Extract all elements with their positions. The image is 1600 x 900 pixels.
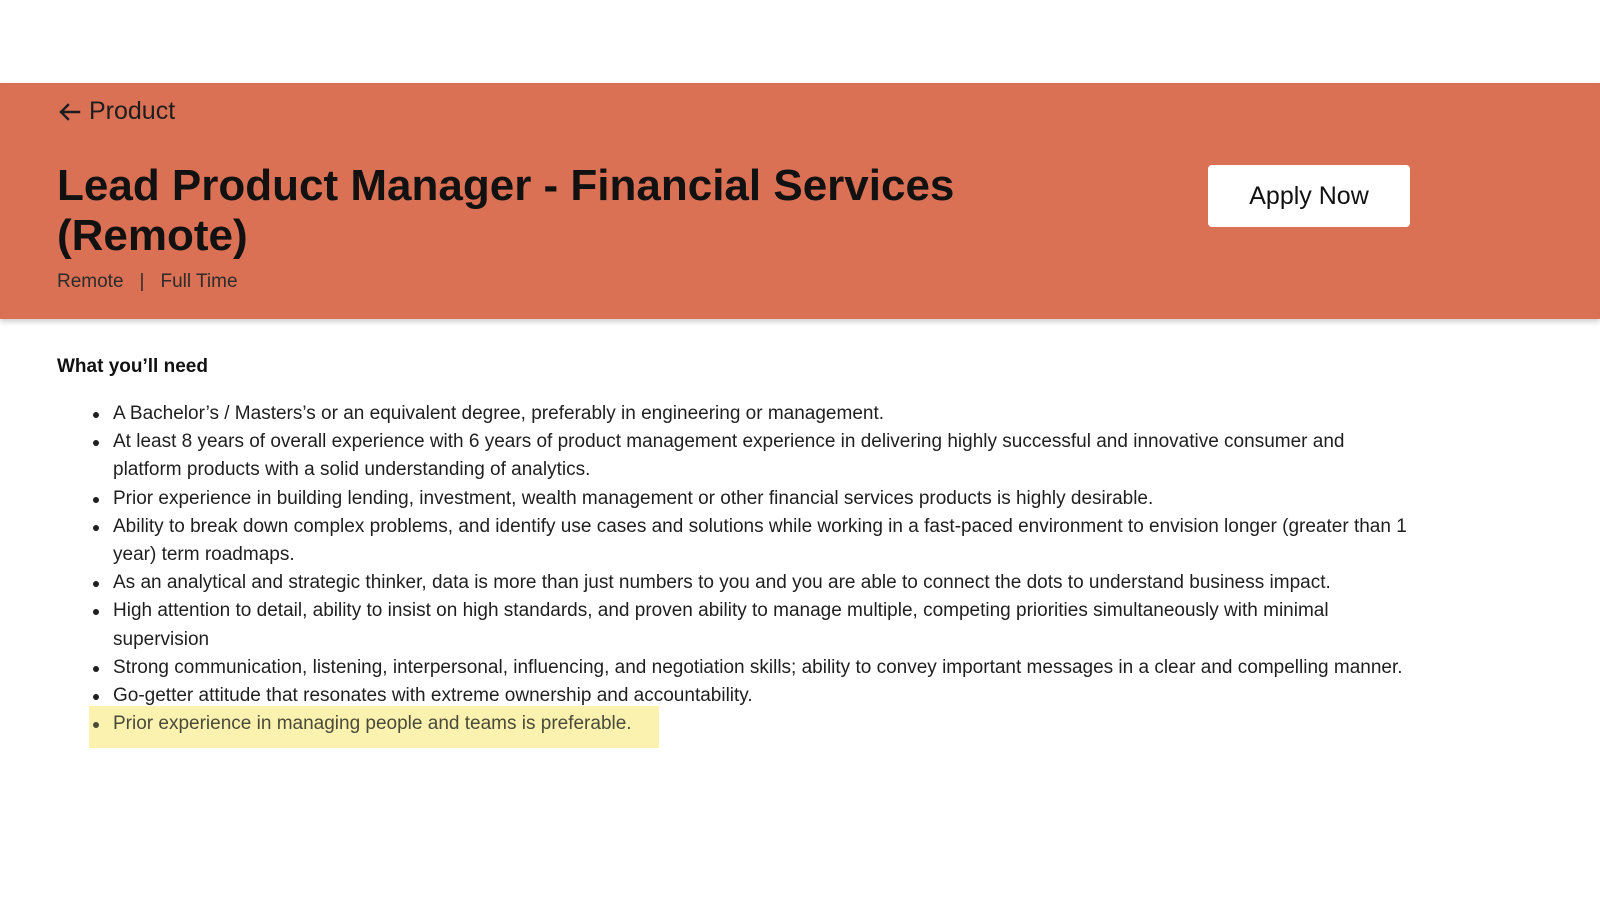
apply-now-button[interactable]: Apply Now — [1208, 165, 1410, 227]
meta-separator: | — [139, 271, 145, 292]
list-item: Prior experience in building lending, investment, wealth management or other financial services products is highly desirable. — [113, 485, 1417, 513]
job-employment-type: Full Time — [160, 271, 238, 292]
job-meta — [57, 271, 238, 293]
job-header-banner — [0, 83, 1600, 319]
back-to-product-link[interactable] — [57, 97, 175, 126]
requirements-list — [57, 400, 1417, 738]
highlighted-item-text: Prior experience in managing people and teams is preferable. — [113, 713, 632, 735]
list-item: Strong communication, listening, interpersonal, influencing, and negotiation skills; ability to convey important messages in a clear and compelling manner. — [113, 654, 1417, 682]
section-heading: What you’ll need — [57, 356, 208, 377]
list-item: At least 8 years of overall experience with 6 years of product management experience in delivering highly successful and innovative consumer and platform products with a solid understanding of analytics. — [113, 428, 1417, 484]
job-requirements-section — [57, 354, 1417, 738]
list-item: As an analytical and strategic thinker, data is more than just numbers to you and you are able to connect the dots to understand business impact. — [113, 569, 1417, 597]
job-location: Remote — [57, 271, 124, 292]
list-item: A Bachelor’s / Masters’s or an equivalent degree, preferably in engineering or management. — [113, 400, 1417, 428]
job-title: Lead Product Manager - Financial Services (Remote) — [57, 161, 955, 260]
list-item: Go-getter attitude that resonates with extreme ownership and accountability. — [113, 682, 1417, 710]
highlighted-list-item — [113, 710, 1417, 738]
list-item: High attention to detail, ability to insist on high standards, and proven ability to manage multiple, competing priorities simultaneously with minimal supervision — [113, 597, 1417, 653]
arrow-left-icon — [57, 102, 81, 122]
back-link-label: Product — [89, 97, 176, 125]
list-item: Ability to break down complex problems, and identify use cases and solutions while working in a fast-paced environment to envision longer (greater than 1 year) term roadmaps. — [113, 513, 1417, 569]
